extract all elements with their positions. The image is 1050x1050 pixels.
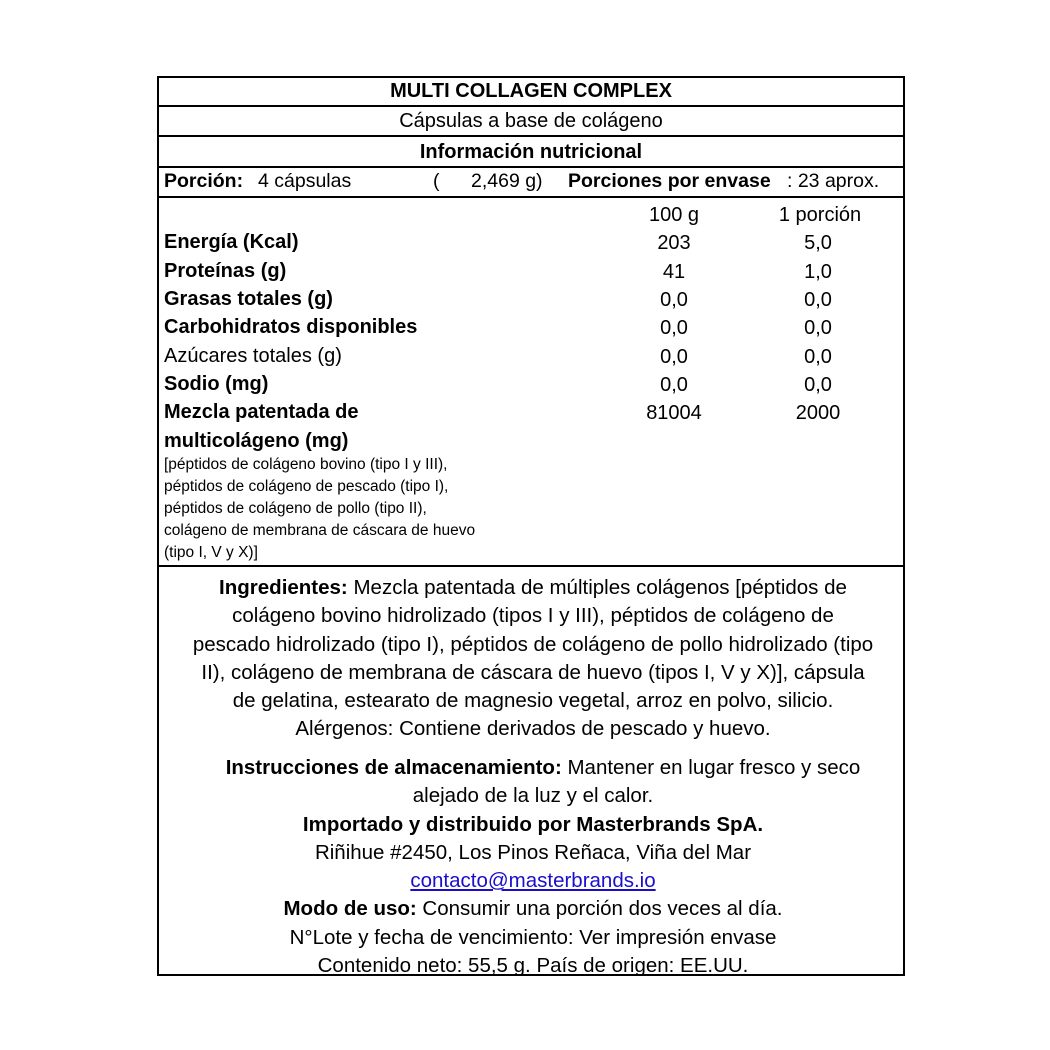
blend-detail-4: colágeno de membrana de cáscara de huevo bbox=[164, 522, 476, 539]
row-sodium-100g: 0,0 bbox=[660, 374, 688, 396]
lot-line: N°Lote y fecha de vencimiento: Ver impresión envase bbox=[289, 925, 777, 949]
row-name-blend: Mezcla patentada de bbox=[164, 401, 359, 423]
row-sugars-100g: 0,0 bbox=[660, 346, 688, 368]
product-subtitle: Cápsulas a base de colágeno bbox=[159, 107, 903, 137]
row-fat-100g: 0,0 bbox=[660, 289, 688, 311]
row-name-blend-line2: multicolágeno (mg) bbox=[164, 430, 349, 452]
storage-line-1: Instrucciones de almacenamiento: Mantener en lugar fresco y seco bbox=[225, 756, 861, 779]
ingredients-label: Ingredientes: bbox=[219, 576, 348, 599]
row-name-energy: Energía (Kcal) bbox=[164, 231, 299, 253]
portion-label: Porción: bbox=[164, 170, 244, 192]
ingredients-line-1: Ingredientes: Mezcla patentada de múltiples colágenos [péptidos de bbox=[219, 576, 847, 599]
row-energy-portion: 5,0 bbox=[804, 232, 832, 254]
nutrition-label bbox=[157, 76, 905, 976]
per-package-value: : 23 aprox. bbox=[787, 170, 880, 192]
blend-detail-3: péptidos de colágeno de pollo (tipo II), bbox=[164, 500, 427, 517]
per-package-label: Porciones por envase bbox=[568, 170, 771, 192]
portion-weight: 2,469 g) bbox=[471, 170, 543, 192]
ingredients-block bbox=[159, 574, 907, 744]
row-sodium-portion: 0,0 bbox=[804, 374, 832, 396]
ingredients-line-2: colágeno bovino hidrolizado (tipos I y III), péptidos de colágeno de bbox=[232, 604, 834, 628]
blend-detail-2: péptidos de colágeno de pescado (tipo I), bbox=[164, 478, 449, 495]
importer-address: Riñihue #2450, Los Pinos Reñaca, Viña del Mar bbox=[314, 840, 752, 864]
row-sugars-portion: 0,0 bbox=[804, 346, 832, 368]
allergens: Alérgenos: Contiene derivados de pescado y huevo. bbox=[295, 717, 771, 741]
blend-detail-5: (tipo I, V y X)] bbox=[164, 544, 258, 561]
row-energy-100g: 203 bbox=[657, 232, 691, 254]
usage-label: Modo de uso: bbox=[283, 897, 417, 921]
paren-open: ( bbox=[433, 170, 440, 192]
serving-row bbox=[159, 168, 903, 198]
portion-value: 4 cápsulas bbox=[258, 170, 352, 192]
ingredients-line-5: de gelatina, estearato de magnesio vegetal, arroz en polvo, silicio. bbox=[232, 689, 834, 713]
importer-title: Importado y distribuido por Masterbrands SpA. bbox=[302, 812, 764, 836]
row-fat-portion: 0,0 bbox=[804, 289, 832, 311]
row-name-sugars: Azúcares totales (g) bbox=[164, 345, 342, 367]
row-carbs-100g: 0,0 bbox=[660, 317, 688, 339]
usage-line: Modo de uso: Consumir una porción dos veces al día. bbox=[283, 897, 783, 921]
col-header-portion: 1 porción bbox=[778, 204, 862, 226]
storage-line-2: alejado de la luz y el calor. bbox=[412, 784, 654, 808]
info-block bbox=[159, 754, 907, 980]
net-content-line: Contenido neto: 55,5 g. País de origen: EE.UU. bbox=[317, 954, 749, 978]
section-title: Información nutricional bbox=[159, 137, 903, 168]
storage-label: Instrucciones de almacenamiento: bbox=[225, 756, 562, 779]
row-protein-100g: 41 bbox=[662, 261, 686, 283]
row-blend-100g: 81004 bbox=[646, 402, 702, 424]
row-carbs-portion: 0,0 bbox=[804, 317, 832, 339]
nutrition-table bbox=[159, 198, 903, 567]
contact-email-link[interactable]: contacto@masterbrands.io bbox=[410, 869, 656, 893]
ingredients-line-3: pescado hidrolizado (tipo I), péptidos de colágeno de pollo hidrolizado (tipo bbox=[192, 632, 874, 656]
row-protein-portion: 1,0 bbox=[804, 261, 832, 283]
ingredients-line-4: II), colágeno de membrana de cáscara de huevo (tipos I, V y X)], cápsula bbox=[201, 660, 865, 684]
row-blend-portion: 2000 bbox=[795, 402, 841, 424]
row-name-carbs: Carbohidratos disponibles bbox=[164, 316, 418, 338]
row-name-sodium: Sodio (mg) bbox=[164, 373, 269, 395]
blend-detail-1: [péptidos de colágeno bovino (tipo I y III), bbox=[164, 456, 448, 473]
product-name: MULTI COLLAGEN COMPLEX bbox=[159, 78, 903, 107]
row-name-fat: Grasas totales (g) bbox=[164, 288, 333, 310]
col-header-100g: 100 g bbox=[648, 204, 700, 226]
row-name-protein: Proteínas (g) bbox=[164, 260, 287, 282]
